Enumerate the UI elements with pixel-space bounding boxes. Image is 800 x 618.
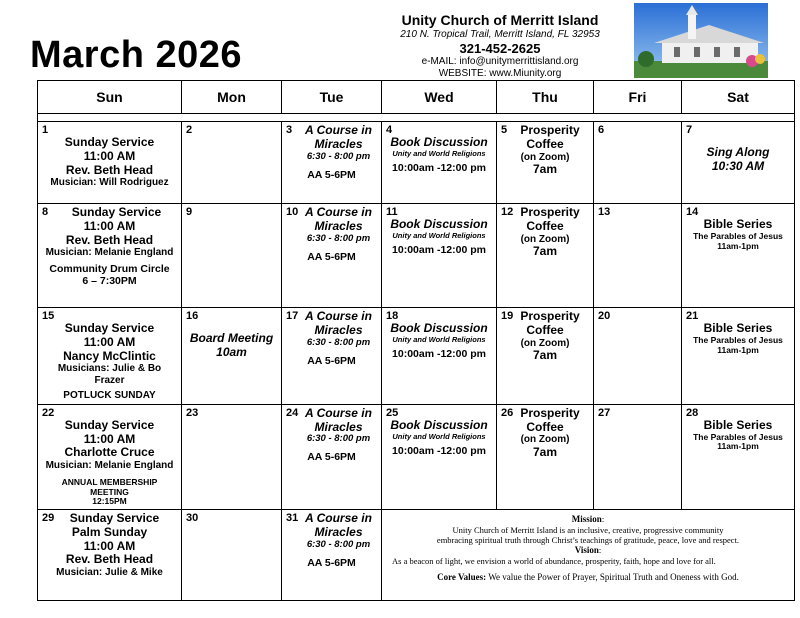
mission-label: Mission: [571, 514, 602, 525]
day-cell-2[interactable]: 2: [182, 122, 282, 204]
church-name: Unity Church of Merritt Island: [401, 12, 599, 28]
day-cell-27[interactable]: 27: [594, 404, 682, 509]
mission-block: Mission: Unity Church of Merritt Island is an inclusive, creative, progressive community embracing spiritual truth through Christ’s teachings of gratitude, peace, love and respect. Vision: As a beacon of light, we envision a world of abundance, prosperity, faith, hope and love for all. Core Values: We value the Power of Prayer, Spiritual Truth and Oneness with God.: [382, 510, 795, 601]
mission-text-2: embracing spiritual truth through Christ’s teachings of gratitude, peace, love and respect.: [436, 535, 740, 546]
day-cell-3[interactable]: 3 A Course in Miracles 6:30 - 8:00 pm AA 5-6PM: [282, 122, 382, 204]
vision-label: Vision: [574, 545, 599, 556]
weekday-mon: Mon: [182, 81, 282, 114]
day-cell-9[interactable]: 9: [182, 204, 282, 308]
weekday-wed: Wed: [382, 81, 497, 114]
day-cell-4[interactable]: 4 Book Discussion Unity and World Religions 10:00am -12:00 pm: [382, 122, 497, 204]
day-cell-18[interactable]: 18 Book Discussion Unity and World Religions 10:00am -12:00 pm: [382, 308, 497, 405]
day-cell-22[interactable]: 22 Sunday Service 11:00 AM Charlotte Cruce Musician: Melanie England ANNUAL MEMBERSHIP MEETING 12:15PM: [38, 404, 182, 509]
vision-text: As a beacon of light, we envision a world of abundance, prosperity, faith, hope and love for all.: [392, 556, 716, 567]
church-email[interactable]: e-MAIL: info@unitymerrittisland.org: [421, 56, 579, 68]
weekday-tue: Tue: [282, 81, 382, 114]
weekday-sat: Sat: [682, 81, 795, 114]
day-cell-28[interactable]: 28 Bible Series The Parables of Jesus 11am-1pm: [682, 404, 795, 509]
mission-text-1: Unity Church of Merritt Island is an inclusive, creative, progressive community: [452, 524, 724, 535]
day-cell-10[interactable]: 10 A Course in Miracles 6:30 - 8:00 pm AA 5-6PM: [282, 204, 382, 308]
day-cell-7[interactable]: 7 Sing Along 10:30 AM: [682, 122, 795, 204]
church-info: [380, 12, 620, 80]
week-row: [38, 122, 795, 204]
weekday-sun: Sun: [38, 81, 182, 114]
day-cell-13[interactable]: 13: [594, 204, 682, 308]
week-row: [38, 510, 795, 601]
day-cell-15[interactable]: 15 Sunday Service 11:00 AM Nancy McClintic Musicians: Julie & Bo Frazer POTLUCK SUNDAY: [38, 308, 182, 405]
day-cell-29[interactable]: 29 Sunday Service Palm Sunday 11:00 AM Rev. Beth Head Musician: Julie & Mike: [38, 510, 182, 601]
day-cell-26[interactable]: 26 Prosperity Coffee (on Zoom) 7am: [497, 404, 594, 509]
calendar-grid: [37, 80, 795, 601]
day-cell-14[interactable]: 14 Bible Series The Parables of Jesus 11am-1pm: [682, 204, 795, 308]
calendar-title: March 2026: [30, 34, 243, 76]
day-cell-17[interactable]: 17 A Course in Miracles 6:30 - 8:00 pm AA 5-6PM: [282, 308, 382, 405]
week-row: [38, 308, 795, 405]
day-cell-30[interactable]: 30: [182, 510, 282, 601]
day-cell-20[interactable]: 20: [594, 308, 682, 405]
day-cell-21[interactable]: 21 Bible Series The Parables of Jesus 11am-1pm: [682, 308, 795, 405]
weekday-fri: Fri: [594, 81, 682, 114]
core-values: [392, 572, 784, 583]
day-cell-23[interactable]: 23: [182, 404, 282, 509]
day-cell-11[interactable]: 11 Book Discussion Unity and World Religions 10:00am -12:00 pm: [382, 204, 497, 308]
day-cell-19[interactable]: 19 Prosperity Coffee (on Zoom) 7am: [497, 308, 594, 405]
week-row: [38, 404, 795, 509]
day-cell-12[interactable]: 12 Prosperity Coffee (on Zoom) 7am: [497, 204, 594, 308]
church-website[interactable]: WEBSITE: www.Miunity.org: [438, 68, 562, 80]
day-cell-6[interactable]: 6: [594, 122, 682, 204]
day-cell-16[interactable]: 16 Board Meeting 10am: [182, 308, 282, 405]
weekday-thu: Thu: [497, 81, 594, 114]
day-cell-31[interactable]: 31 A Course in Miracles 6:30 - 8:00 pm AA 5-6PM: [282, 510, 382, 601]
core-values-label: Core Values:: [437, 572, 487, 583]
week-row: [38, 204, 795, 308]
day-cell-25[interactable]: 25 Book Discussion Unity and World Religions 10:00am -12:00 pm: [382, 404, 497, 509]
day-cell-8[interactable]: 8 Sunday Service 11:00 AM Rev. Beth Head Musician: Melanie England Community Drum Circle 6 – 7:30PM: [38, 204, 182, 308]
weekday-header: [38, 81, 795, 114]
day-cell-5[interactable]: 5 Prosperity Coffee (on Zoom) 7am: [497, 122, 594, 204]
core-values-text: We value the Power of Prayer, Spiritual Truth and Oneness with God.: [488, 572, 739, 583]
church-address: 210 N. Tropical Trail, Merritt Island, FL 32953: [400, 28, 600, 40]
day-cell-24[interactable]: 24 A Course in Miracles 6:30 - 8:00 pm AA 5-6PM: [282, 404, 382, 509]
day-cell-1[interactable]: 1 Sunday Service 11:00 AM Rev. Beth Head Musician: Will Rodriguez: [38, 122, 182, 204]
church-phone: 321-452-2625: [459, 40, 541, 56]
church-photo: [634, 3, 768, 78]
